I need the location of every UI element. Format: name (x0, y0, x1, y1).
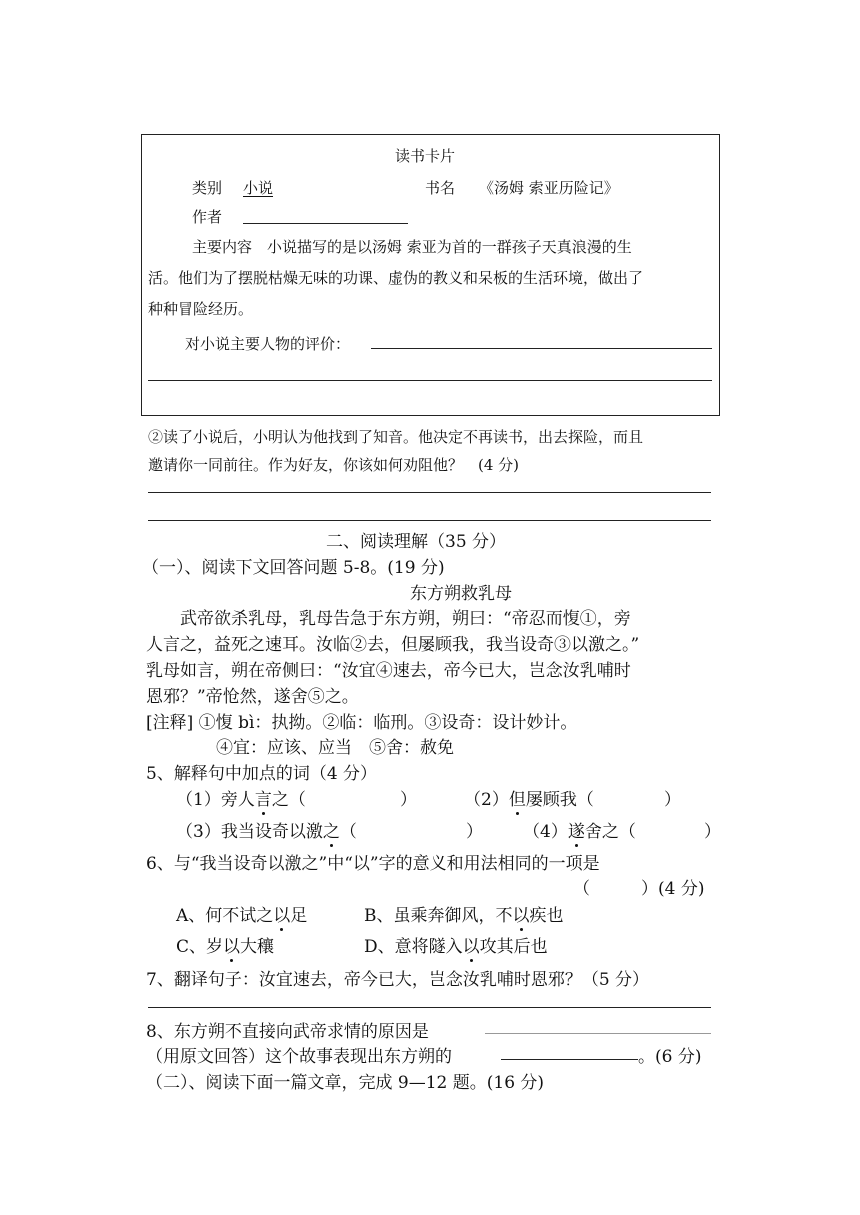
q8-line-2-pre: （用原文回答）这个故事表现出东方朔的 (146, 1047, 452, 1067)
category-value: 小说 (243, 179, 274, 197)
content-line-2: 活。他们为了摆脱枯燥无味的功课、虚伪的教义和呆板的生活环境，做出了 (148, 269, 644, 287)
note-line-2: ④宜：应该、应当 ⑤舍：赦免 (216, 738, 454, 758)
category-label: 类别 (192, 179, 223, 197)
q5-item-1: （1）旁人言之（ (176, 785, 306, 810)
story-p2: 人言之，益死之速耳。汝临②去，但屡顾我，我当设奇③以激之。” (146, 635, 640, 655)
emphasis-dot-yi-a: 以 (273, 901, 290, 926)
q6-option-c: C、岁以大穰 (176, 932, 274, 957)
q6-option-b: B、虽乘奔御风，不以疾也 (364, 901, 564, 926)
q8-line-2-post: 。(6 分) (638, 1047, 702, 1067)
q5-title: 5、解释句中加点的词（4 分） (146, 764, 378, 784)
book-label: 书名 (425, 179, 456, 197)
q6-score: （ ）(4 分) (573, 879, 705, 899)
q2-answer-line-1[interactable] (148, 492, 711, 493)
q5-item-3: （3）我当设奇以激之（ (176, 817, 357, 842)
q5-item-1-close: ） (400, 790, 417, 810)
story-p3: 乳母如言，朔在帝侧曰：“汝宜④速去，帝今已大，岂念汝乳哺时 (146, 661, 631, 681)
q5-item-2: （2）但屡顾我（ (464, 785, 594, 810)
evaluation-label: 对小说主要人物的评价： (185, 335, 351, 353)
card-title: 读书卡片 (395, 147, 456, 165)
q6-option-a: A、何不试之以足 (176, 901, 307, 926)
q5-item-3-close: ） (466, 822, 483, 842)
q6-option-d: D、意将隧入以攻其后也 (364, 932, 548, 957)
q2-answer-line-2[interactable] (148, 520, 711, 521)
q5-item-4-close: ） (704, 822, 721, 842)
emphasis-dot-dan: 但 (509, 785, 526, 810)
part2-intro: （二）、阅读下面一篇文章，完成 9—12 题。(16 分) (146, 1073, 545, 1093)
story-p4: 恩邪？”帝怆然，遂舍⑤之。 (146, 687, 359, 707)
author-blank[interactable] (243, 223, 408, 224)
q8-answer-blank-2[interactable] (501, 1059, 638, 1060)
emphasis-dot-zhi: 之 (323, 817, 340, 842)
book-value: 《汤姆 索亚历险记》 (479, 179, 619, 197)
q5-item-2-close: ） (664, 790, 681, 810)
q2-line-1: ②读了小说后，小明认为他找到了知音。他决定不再读书，出去探险，而且 (148, 428, 644, 446)
evaluation-blank-1[interactable] (371, 348, 712, 349)
story-p1: 武帝欲杀乳母，乳母告急于东方朔，朔曰：“帝忍而愎①，旁 (180, 609, 631, 629)
q6-title: 6、与“我当设奇以激之”中“以”字的意义和用法相同的一项是 (146, 854, 600, 874)
evaluation-blank-2[interactable] (148, 380, 712, 381)
q2-line-2: 邀请你一同前往。作为好友，你该如何劝阻他？ (4 分) (148, 456, 520, 474)
q5-item-4: （4）遂舍之（ (523, 817, 636, 842)
emphasis-dot-yi-d: 以 (463, 932, 480, 957)
emphasis-dot-yi-c: 以 (223, 932, 240, 957)
content-line-1: 主要内容 小说描写的是以汤姆 索亚为首的一群孩子天真浪漫的生 (192, 238, 632, 256)
q8-answer-blank-1[interactable] (485, 1033, 711, 1034)
emphasis-dot-yi-b: 以 (513, 901, 530, 926)
emphasis-dot-yan: 言 (255, 785, 272, 810)
story-title: 东方朔救乳母 (410, 584, 512, 604)
q8-line-1: 8、东方朔不直接向武帝求情的原因是 (146, 1022, 429, 1042)
part1-intro: （一）、阅读下文回答问题 5-8。(19 分) (142, 558, 445, 578)
note-line-1: [注释] ①愎 bì：执拗。②临：临刑。③设奇：设计妙计。 (146, 713, 578, 733)
content-line-3: 种种冒险经历。 (148, 300, 254, 318)
q7-answer-line[interactable] (148, 1007, 711, 1008)
q7-title: 7、翻译句子：汝宜速去，帝今已大，岂念汝乳哺时恩邪？（5 分） (146, 970, 650, 990)
author-label: 作者 (192, 208, 223, 226)
section-heading: 二、阅读理解（35 分） (326, 532, 507, 552)
emphasis-dot-sui: 遂 (568, 817, 585, 842)
